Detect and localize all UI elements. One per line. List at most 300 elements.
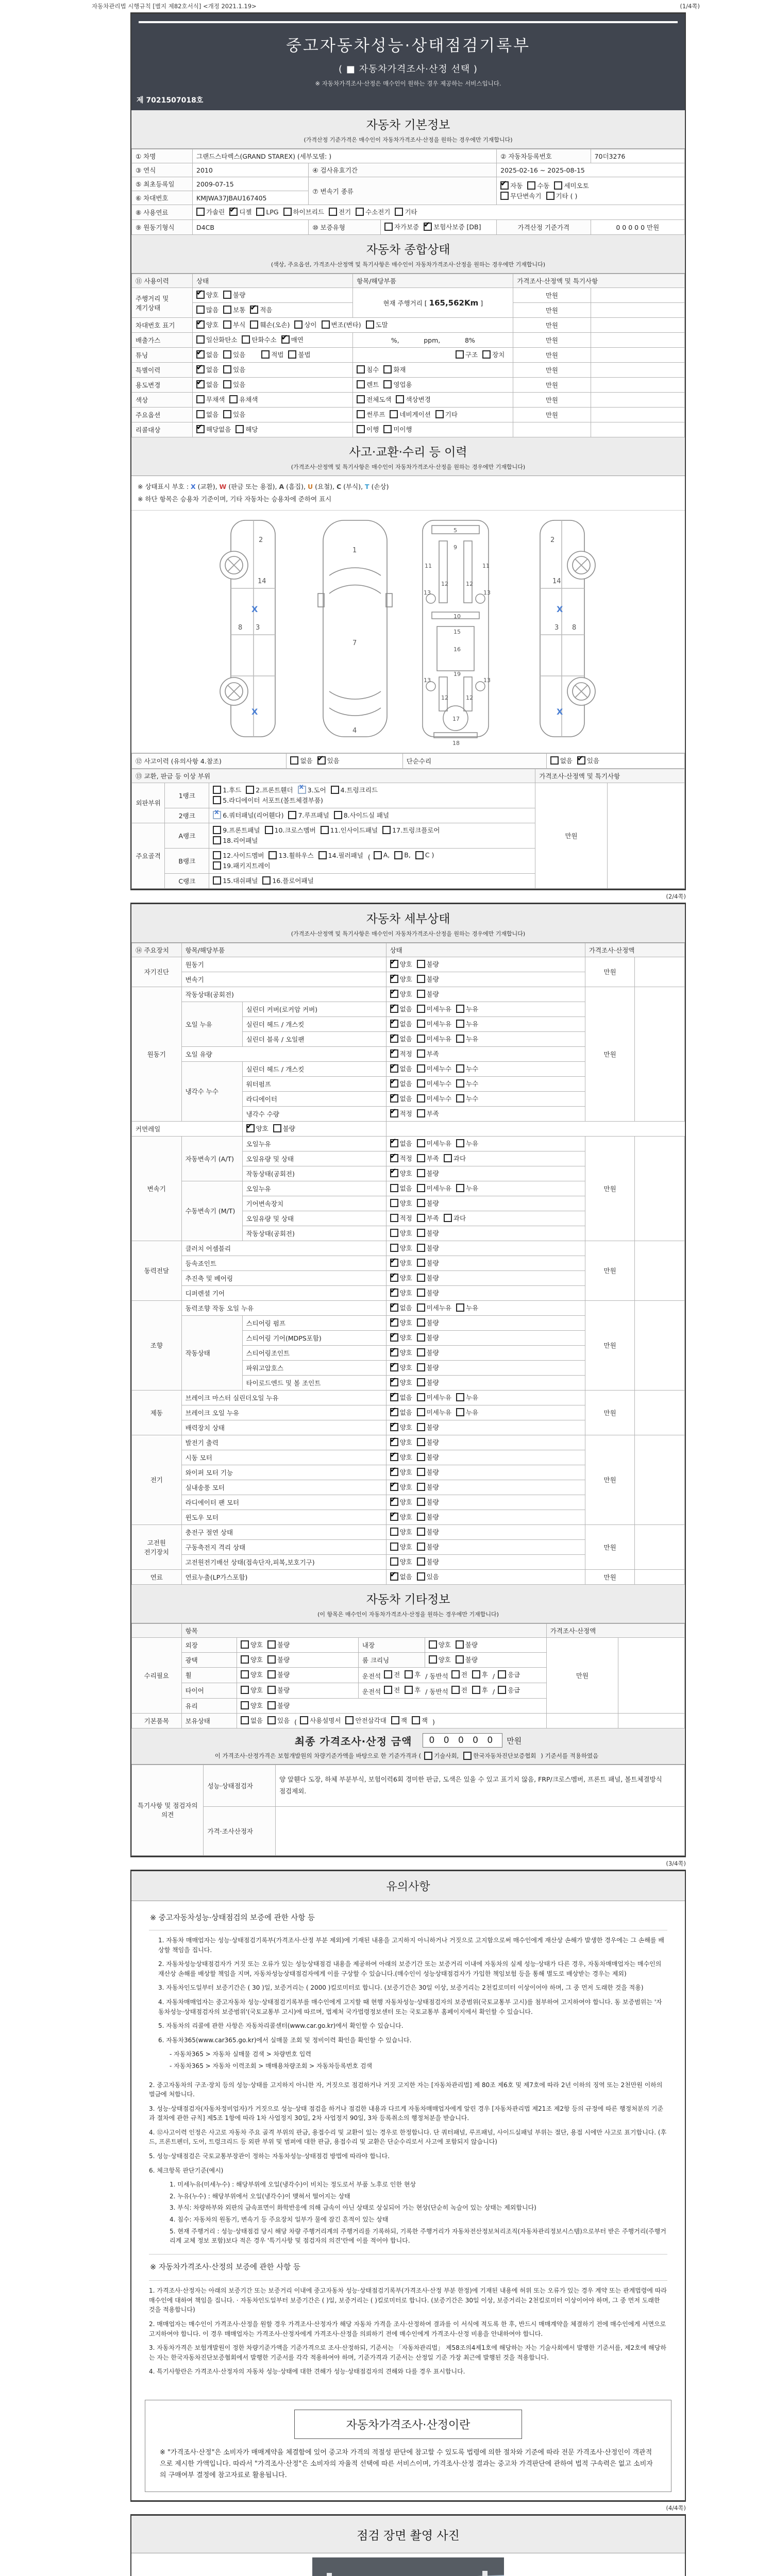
checkbox-icon[interactable] bbox=[390, 1244, 398, 1252]
item-label: 연료누출(LP가스포함) bbox=[181, 1569, 386, 1584]
option-label: 매연 bbox=[291, 336, 304, 344]
checkbox-icon[interactable] bbox=[417, 1303, 425, 1312]
checkbox-icon[interactable] bbox=[288, 350, 296, 359]
status-options bbox=[386, 1524, 585, 1539]
checkbox-icon[interactable] bbox=[417, 1005, 425, 1013]
checkbox-option bbox=[417, 1168, 439, 1178]
checkbox-option bbox=[417, 1109, 439, 1118]
checkbox-icon[interactable] bbox=[300, 1716, 308, 1724]
option-label: 부식 bbox=[233, 321, 246, 329]
checkbox-option bbox=[417, 1064, 451, 1073]
checkbox-icon[interactable] bbox=[451, 1670, 460, 1679]
checkbox-icon[interactable] bbox=[321, 826, 329, 834]
checkbox-checked-icon[interactable] bbox=[390, 1498, 398, 1506]
checkbox-icon[interactable] bbox=[236, 425, 244, 433]
checkbox-checked-icon[interactable] bbox=[390, 1348, 398, 1357]
checkbox-icon[interactable] bbox=[241, 1716, 249, 1724]
checkbox-icon[interactable] bbox=[417, 1378, 425, 1386]
checkbox-icon[interactable] bbox=[417, 1020, 425, 1028]
checkbox-checked-icon[interactable] bbox=[390, 1363, 398, 1371]
checkbox-checked-icon[interactable] bbox=[196, 350, 205, 359]
item-label: 오일 유량 bbox=[181, 1046, 386, 1061]
checkbox-checked-icon[interactable] bbox=[250, 306, 258, 314]
option-label: 후 bbox=[481, 1670, 488, 1679]
checkbox-icon[interactable] bbox=[213, 876, 221, 885]
checkbox-icon[interactable] bbox=[223, 380, 231, 388]
checkbox-icon[interactable] bbox=[357, 425, 365, 433]
checkbox-icon[interactable] bbox=[417, 1199, 425, 1207]
checkbox-icon[interactable] bbox=[241, 1686, 249, 1694]
checkbox-icon[interactable] bbox=[456, 1184, 464, 1192]
checkbox-icon[interactable] bbox=[390, 1199, 398, 1207]
checkbox-icon[interactable] bbox=[472, 1670, 480, 1679]
checkbox-icon[interactable] bbox=[417, 1572, 425, 1581]
checkbox-checked-icon[interactable] bbox=[390, 990, 398, 998]
checkbox-icon[interactable] bbox=[356, 208, 364, 216]
checkbox-icon[interactable] bbox=[223, 320, 231, 329]
note-paragraph: 6. 체크항목 판단기준(예시) bbox=[149, 2166, 224, 2174]
option-label: 불량 bbox=[426, 1199, 439, 1207]
pricing-definition-body: ※ "가격조사·산정"은 소비자가 매매계약을 체결함에 있어 중고차 가격의 적절성 판단에 참고할 수 있도록 법령에 의한 절차와 기준에 따라 전문 가격조사·산정인이 객관적으로 제시한 가액입니다. 따라서 "가격조사·산정"은 소비자의 자율적 선택에 따른 서비스이며, 가격조사·산정 결과는 중고차 가격판단에 관하여 법적 구속력은 없고 소비자의 구매여부 결정에 참고자료로 활용됩니다. bbox=[160, 2449, 653, 2480]
checkbox-option bbox=[298, 785, 326, 794]
checkbox-option bbox=[417, 1408, 451, 1417]
option-label: LPG bbox=[266, 208, 279, 216]
checkbox-icon[interactable] bbox=[273, 1124, 281, 1132]
checkbox-icon[interactable] bbox=[417, 1169, 425, 1177]
checkbox-checked-icon[interactable] bbox=[196, 320, 205, 329]
checkbox-icon[interactable] bbox=[366, 320, 374, 329]
checkbox-checked-icon[interactable] bbox=[500, 181, 509, 190]
checkbox-icon[interactable] bbox=[241, 1701, 249, 1709]
checkbox-icon[interactable] bbox=[463, 1752, 472, 1760]
checkbox-icon[interactable] bbox=[242, 335, 250, 344]
svg-text:3: 3 bbox=[256, 623, 260, 632]
checkbox-option bbox=[417, 1094, 451, 1103]
checkbox-icon[interactable] bbox=[456, 1303, 464, 1312]
status-options bbox=[386, 1360, 585, 1375]
checkbox-checked-icon[interactable] bbox=[196, 365, 205, 374]
checkbox-checked-icon[interactable] bbox=[196, 425, 205, 433]
checkbox-option bbox=[417, 1228, 439, 1238]
checkbox-option bbox=[265, 825, 316, 835]
checkbox-icon[interactable] bbox=[250, 320, 258, 329]
field-label: ③ 연식 bbox=[132, 163, 193, 177]
checkbox-checked-icon[interactable] bbox=[390, 1572, 398, 1581]
checkbox-icon[interactable] bbox=[417, 990, 425, 998]
checkbox-checked-icon[interactable] bbox=[424, 223, 432, 231]
checkbox-checked-icon[interactable] bbox=[390, 975, 398, 983]
checkbox-icon[interactable] bbox=[223, 291, 231, 299]
checkbox-icon[interactable] bbox=[241, 1655, 249, 1664]
checkbox-icon[interactable] bbox=[262, 876, 271, 885]
checkbox-option bbox=[390, 974, 412, 984]
checkbox-icon[interactable] bbox=[482, 350, 491, 359]
checkbox-icon[interactable] bbox=[417, 1363, 425, 1371]
checkbox-checked-icon[interactable] bbox=[390, 1005, 398, 1013]
checkbox-xmark-icon[interactable] bbox=[213, 811, 221, 819]
checkbox-icon[interactable] bbox=[390, 1229, 398, 1237]
checkbox-icon[interactable] bbox=[267, 1716, 276, 1724]
option-label: 19.패키지트레이 bbox=[223, 861, 271, 870]
status-options bbox=[386, 1539, 585, 1554]
checkbox-icon[interactable] bbox=[334, 811, 342, 819]
checkbox-icon[interactable] bbox=[213, 826, 221, 834]
item-label: 원동기 bbox=[181, 957, 386, 972]
checkbox-icon[interactable] bbox=[444, 1154, 452, 1162]
criteria-paragraph: 1. 미세누유(미세누수) : 해당부위에 오일(냉각수)이 비치는 정도로서 부품 노후로 인한 현상 bbox=[170, 2181, 416, 2189]
checkbox-icon[interactable] bbox=[290, 756, 298, 765]
checkbox-icon[interactable] bbox=[329, 208, 337, 216]
checkbox-icon[interactable] bbox=[261, 350, 270, 359]
checkbox-checked-icon[interactable] bbox=[246, 1124, 255, 1132]
option-label: 썬루프 bbox=[366, 411, 385, 418]
checkbox-icon[interactable] bbox=[417, 1453, 425, 1461]
checkbox-icon[interactable] bbox=[390, 410, 398, 418]
checkbox-icon[interactable] bbox=[456, 1005, 464, 1013]
checkbox-icon[interactable] bbox=[417, 1154, 425, 1162]
checkbox-icon[interactable] bbox=[229, 395, 238, 403]
checkbox-icon[interactable] bbox=[390, 1557, 398, 1566]
checkbox-checked-icon[interactable] bbox=[196, 291, 205, 299]
option-label: 없음 bbox=[399, 1020, 412, 1028]
checkbox-icon[interactable] bbox=[357, 365, 365, 374]
frame-group-label: 주요골격 bbox=[132, 823, 165, 888]
checkbox-icon[interactable] bbox=[417, 1393, 425, 1401]
checkbox-icon[interactable] bbox=[391, 1716, 399, 1724]
checkbox-option bbox=[417, 959, 439, 969]
usage-change-options bbox=[193, 378, 353, 393]
checkbox-checked-icon[interactable] bbox=[390, 1274, 398, 1282]
checkbox-checked-icon[interactable] bbox=[390, 1020, 398, 1028]
checkbox-icon[interactable] bbox=[527, 181, 535, 190]
checkbox-icon[interactable] bbox=[383, 380, 392, 388]
notes-subheader-1: ※ 중고자동차성능·상태점검의 보증에 관한 사항 등 bbox=[149, 1906, 667, 1930]
checkbox-icon[interactable] bbox=[196, 208, 205, 216]
checkbox-icon[interactable] bbox=[196, 410, 205, 418]
item-label: 윈도우 모터 bbox=[181, 1510, 386, 1524]
checkbox-icon[interactable] bbox=[417, 1259, 425, 1267]
checkbox-option bbox=[390, 1303, 412, 1312]
checkbox-icon[interactable] bbox=[318, 851, 327, 859]
checkbox-icon[interactable] bbox=[417, 1094, 425, 1103]
checkbox-icon[interactable] bbox=[417, 1109, 425, 1117]
amount-cell: 만원 bbox=[513, 408, 591, 422]
checkbox-icon[interactable] bbox=[213, 836, 221, 844]
checkbox-option bbox=[382, 825, 440, 835]
checkbox-icon[interactable] bbox=[267, 1640, 276, 1649]
status-options bbox=[386, 957, 585, 972]
checkbox-icon[interactable] bbox=[415, 851, 424, 859]
checkbox-icon[interactable] bbox=[322, 320, 330, 329]
checkbox-checked-icon[interactable] bbox=[390, 1169, 398, 1177]
checkbox-checked-icon[interactable] bbox=[390, 1079, 398, 1088]
checkbox-checked-icon[interactable] bbox=[390, 1289, 398, 1297]
checkbox-icon[interactable] bbox=[357, 410, 365, 418]
amount-cell: 만원 bbox=[513, 288, 591, 303]
checkbox-option bbox=[456, 1019, 478, 1028]
inspector-label: 성능·상태점검자 bbox=[204, 1765, 275, 1806]
checkbox-checked-icon[interactable] bbox=[196, 380, 205, 388]
checkbox-icon[interactable] bbox=[345, 1716, 354, 1724]
checkbox-icon[interactable] bbox=[417, 1423, 425, 1431]
checkbox-checked-icon[interactable] bbox=[390, 1094, 398, 1103]
option-label: 무채색 bbox=[206, 396, 225, 403]
checkbox-checked-icon[interactable] bbox=[390, 1468, 398, 1476]
checkbox-icon[interactable] bbox=[382, 826, 391, 834]
checkbox-icon[interactable] bbox=[241, 1640, 249, 1649]
checkbox-checked-icon[interactable] bbox=[577, 756, 585, 765]
option-label: 불량 bbox=[277, 1655, 290, 1664]
checkbox-icon[interactable] bbox=[500, 192, 509, 200]
checkbox-checked-icon[interactable] bbox=[390, 1303, 398, 1312]
legend-symbol-a: A bbox=[279, 483, 284, 490]
checkbox-icon[interactable] bbox=[417, 1274, 425, 1282]
checkbox-icon[interactable] bbox=[417, 1468, 425, 1476]
device-group: 자기진단 bbox=[132, 957, 182, 987]
checkbox-icon[interactable] bbox=[384, 1670, 392, 1679]
checkbox-icon[interactable] bbox=[412, 1716, 420, 1724]
checkbox-icon[interactable] bbox=[417, 1214, 425, 1222]
checkbox-icon[interactable] bbox=[357, 395, 365, 403]
checkbox-icon[interactable] bbox=[554, 181, 562, 190]
remark-cell bbox=[591, 363, 684, 378]
checkbox-icon[interactable] bbox=[417, 1318, 425, 1327]
checkbox-checked-icon[interactable] bbox=[390, 1333, 398, 1342]
checkbox-icon[interactable] bbox=[456, 1139, 464, 1147]
checkbox-icon[interactable] bbox=[456, 1035, 464, 1043]
overall-status-note: (색상, 주요옵션, 가격조사·산정액 및 특기사항은 매수인이 자동차가격조사·산정을 원하는 경우에만 기재합니다) bbox=[271, 261, 546, 268]
checkbox-icon[interactable] bbox=[196, 306, 205, 314]
option-label: 양호 bbox=[399, 1229, 412, 1237]
checkbox-checked-icon[interactable] bbox=[390, 1259, 398, 1267]
checkbox-icon[interactable] bbox=[472, 1686, 480, 1694]
item-label: 커먼레일 bbox=[132, 1121, 243, 1136]
status-options bbox=[386, 1270, 585, 1285]
basic-items-options bbox=[237, 1713, 546, 1728]
checkbox-icon[interactable] bbox=[424, 1752, 432, 1760]
checkbox-icon[interactable] bbox=[417, 1333, 425, 1342]
checkbox-checked-icon[interactable] bbox=[390, 1378, 398, 1386]
item-label: 와이퍼 모터 기능 bbox=[181, 1465, 386, 1480]
checkbox-option bbox=[390, 1198, 412, 1208]
checkbox-icon[interactable] bbox=[390, 1184, 398, 1192]
checkbox-checked-icon[interactable] bbox=[390, 1453, 398, 1461]
checkbox-icon[interactable] bbox=[223, 350, 231, 359]
option-label: 양호 bbox=[399, 1259, 412, 1267]
checkbox-checked-icon[interactable] bbox=[390, 1483, 398, 1491]
checkbox-checked-icon[interactable] bbox=[229, 208, 238, 216]
checkbox-checked-icon[interactable] bbox=[390, 960, 398, 968]
checkbox-icon[interactable] bbox=[417, 975, 425, 983]
checkbox-icon[interactable] bbox=[417, 1408, 425, 1416]
option-label: 누유 bbox=[466, 1020, 479, 1028]
item-label: 냉각수 수량 bbox=[242, 1106, 386, 1121]
checkbox-icon[interactable] bbox=[288, 811, 296, 819]
accident-history-note: (가격조사·산정액 및 특기사항은 매수인이 자동차가격조사·산정을 원하는 경우에만 기재합니다) bbox=[291, 464, 526, 470]
checkbox-icon[interactable] bbox=[456, 1020, 464, 1028]
checkbox-icon[interactable] bbox=[384, 223, 393, 231]
checkbox-option bbox=[318, 851, 363, 860]
item-label: 변속기 bbox=[181, 972, 386, 987]
checkbox-icon[interactable] bbox=[196, 335, 205, 344]
checkbox-icon[interactable] bbox=[417, 1528, 425, 1536]
checkbox-icon[interactable] bbox=[417, 1289, 425, 1297]
checkbox-icon[interactable] bbox=[498, 1686, 506, 1694]
checkbox-icon[interactable] bbox=[417, 1035, 425, 1043]
checkbox-icon[interactable] bbox=[394, 851, 402, 859]
checkbox-icon[interactable] bbox=[267, 1670, 276, 1679]
checkbox-checked-icon[interactable] bbox=[390, 1318, 398, 1327]
option-label: 사용설명서 bbox=[310, 1716, 341, 1724]
checkbox-icon[interactable] bbox=[213, 851, 221, 859]
checkbox-icon[interactable] bbox=[374, 851, 382, 859]
checkbox-icon[interactable] bbox=[283, 208, 292, 216]
checkbox-icon[interactable] bbox=[444, 1214, 452, 1222]
checkbox-checked-icon[interactable] bbox=[390, 1139, 398, 1147]
checkbox-icon[interactable] bbox=[267, 1701, 276, 1709]
checkbox-option bbox=[196, 365, 219, 374]
option-text: 이 가격조사·산정가격은 보험개발원의 차량기준가액을 바탕으로 한 기준가격과 ( bbox=[214, 1752, 422, 1759]
checkbox-icon[interactable] bbox=[390, 1543, 398, 1551]
checkbox-icon[interactable] bbox=[213, 786, 221, 794]
checkbox-option bbox=[456, 1408, 478, 1417]
checkbox-icon[interactable] bbox=[384, 1686, 392, 1694]
item-label: 작동상태(공회전) bbox=[181, 987, 386, 1002]
checkbox-option bbox=[417, 1572, 439, 1581]
item-label: 구동축전지 격리 상태 bbox=[181, 1539, 386, 1554]
checkbox-icon[interactable] bbox=[213, 861, 221, 870]
checkbox-option bbox=[281, 335, 304, 344]
checkbox-icon[interactable] bbox=[396, 395, 404, 403]
checkbox-checked-icon[interactable] bbox=[390, 1109, 398, 1117]
checkbox-icon[interactable] bbox=[223, 365, 231, 374]
note-paragraph: 6. 자동차365(www.car365.go.kr)에서 실매물 조회 및 정비이력 확인을 확인할 수 있습니다. bbox=[158, 2036, 412, 2044]
checkbox-icon[interactable] bbox=[294, 320, 303, 329]
checkbox-checked-icon[interactable] bbox=[390, 1438, 398, 1446]
remark-cell bbox=[635, 987, 685, 1121]
checkbox-icon[interactable] bbox=[546, 192, 554, 200]
checkbox-icon[interactable] bbox=[456, 1393, 464, 1401]
checkbox-option bbox=[345, 1716, 386, 1725]
checkbox-icon[interactable] bbox=[456, 1640, 464, 1649]
checkbox-icon[interactable] bbox=[241, 1670, 249, 1679]
checkbox-icon[interactable] bbox=[256, 208, 264, 216]
checkbox-icon[interactable] bbox=[456, 350, 464, 359]
checkbox-icon[interactable] bbox=[405, 1686, 413, 1694]
checkbox-icon[interactable] bbox=[383, 365, 392, 374]
detail-status-title: 자동차 세부상태 bbox=[366, 912, 450, 926]
option-label: 양호 bbox=[399, 1363, 412, 1371]
checkbox-checked-icon[interactable] bbox=[390, 1154, 398, 1162]
option-label: 없음 bbox=[399, 1572, 412, 1581]
checkbox-icon[interactable] bbox=[417, 1498, 425, 1506]
option-label: 불량 bbox=[277, 1686, 290, 1694]
checkbox-icon[interactable] bbox=[429, 1655, 437, 1664]
tuning-options-cell bbox=[193, 348, 353, 363]
checkbox-icon[interactable] bbox=[417, 1079, 425, 1088]
checkbox-icon[interactable] bbox=[265, 826, 273, 834]
rank-label: A랭크 bbox=[165, 823, 209, 848]
page3-block bbox=[130, 1870, 686, 2502]
checkbox-icon[interactable] bbox=[390, 1528, 398, 1536]
page-number-1: (1/4쪽) bbox=[680, 3, 700, 10]
checkbox-icon[interactable] bbox=[331, 786, 339, 794]
header-divider bbox=[139, 21, 678, 23]
option-label: 불량 bbox=[426, 990, 439, 998]
detail-status-table bbox=[131, 943, 685, 1585]
checkbox-icon[interactable] bbox=[456, 1064, 464, 1073]
checkbox-icon[interactable] bbox=[223, 306, 231, 314]
checkbox-icon[interactable] bbox=[213, 796, 221, 804]
device-group: 제동 bbox=[132, 1390, 182, 1435]
checkbox-icon[interactable] bbox=[417, 1184, 425, 1192]
checkbox-checked-icon[interactable] bbox=[390, 1408, 398, 1416]
criteria-paragraph: 3. 부식: 차량하부와 외판의 금속표면이 화학반응에 의해 금속이 아닌 상태로 상실되어 가는 현상(단순히 녹슬어 있는 상태는 제외합니다) bbox=[170, 2204, 536, 2212]
state-code-legend bbox=[131, 476, 685, 511]
checkbox-icon[interactable] bbox=[383, 425, 392, 433]
checkbox-checked-icon[interactable] bbox=[390, 1035, 398, 1043]
checkbox-icon[interactable] bbox=[451, 1686, 460, 1694]
checkbox-icon[interactable] bbox=[268, 851, 277, 859]
option-label: 불량 bbox=[426, 1363, 439, 1371]
checkbox-icon[interactable] bbox=[417, 1244, 425, 1252]
checkbox-option bbox=[390, 1497, 412, 1506]
checkbox-icon[interactable] bbox=[405, 1670, 413, 1679]
checkbox-checked-icon[interactable] bbox=[390, 1423, 398, 1431]
checkbox-checked-icon[interactable] bbox=[390, 1049, 398, 1058]
checkbox-icon[interactable] bbox=[417, 1483, 425, 1491]
option-label: 미세누유 bbox=[426, 1303, 452, 1312]
checkbox-checked-icon[interactable] bbox=[390, 1064, 398, 1073]
checkbox-icon[interactable] bbox=[267, 1686, 276, 1694]
checkbox-option bbox=[390, 959, 412, 969]
checkbox-icon[interactable] bbox=[417, 1049, 425, 1058]
checkbox-xmark-icon[interactable] bbox=[298, 786, 306, 794]
checkbox-icon[interactable] bbox=[417, 1543, 425, 1551]
checkbox-checked-icon[interactable] bbox=[390, 1513, 398, 1521]
checkbox-icon[interactable] bbox=[417, 1229, 425, 1237]
checkbox-icon[interactable] bbox=[498, 1670, 506, 1679]
checkbox-icon[interactable] bbox=[417, 1513, 425, 1521]
row-label: 리콜대상 bbox=[132, 422, 193, 437]
checkbox-icon[interactable] bbox=[417, 1438, 425, 1446]
checkbox-icon[interactable] bbox=[435, 410, 444, 418]
checkbox-icon[interactable] bbox=[417, 1348, 425, 1357]
checkbox-icon[interactable] bbox=[267, 1655, 276, 1664]
rank-label: C랭크 bbox=[165, 873, 209, 888]
checkbox-icon[interactable] bbox=[550, 756, 559, 765]
checkbox-icon[interactable] bbox=[223, 410, 231, 418]
checkbox-icon[interactable] bbox=[429, 1640, 437, 1649]
checkbox-icon[interactable] bbox=[456, 1408, 464, 1416]
checkbox-icon[interactable] bbox=[456, 1655, 464, 1664]
checkbox-icon[interactable] bbox=[417, 1557, 425, 1566]
checkbox-checked-icon[interactable] bbox=[317, 756, 326, 765]
checkbox-icon[interactable] bbox=[456, 1094, 464, 1103]
checkbox-icon[interactable] bbox=[456, 1079, 464, 1088]
checkbox-icon[interactable] bbox=[357, 380, 365, 388]
checkbox-icon[interactable] bbox=[395, 208, 403, 216]
checkbox-icon[interactable] bbox=[417, 960, 425, 968]
checkbox-icon[interactable] bbox=[196, 395, 205, 403]
checkbox-icon[interactable] bbox=[390, 1214, 398, 1222]
checkbox-icon[interactable] bbox=[417, 1139, 425, 1147]
checkbox-checked-icon[interactable] bbox=[390, 1393, 398, 1401]
checkbox-icon[interactable] bbox=[417, 1064, 425, 1073]
checkbox-checked-icon[interactable] bbox=[281, 335, 290, 344]
checkbox-icon[interactable] bbox=[246, 786, 254, 794]
accident-history-header bbox=[131, 437, 685, 476]
